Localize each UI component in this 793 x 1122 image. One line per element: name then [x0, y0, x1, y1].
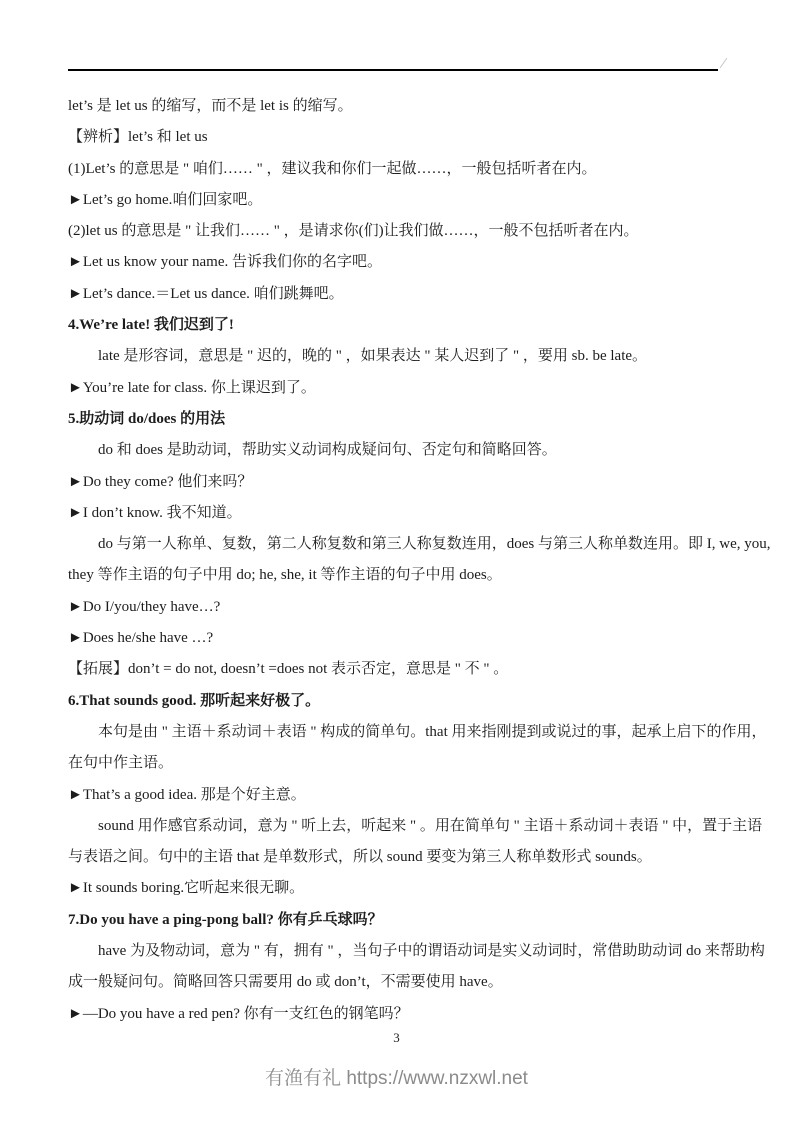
text-line: ►Does he/she have …? [68, 630, 214, 647]
text-line: ►That’s a good idea. 那是个好主意。 [68, 786, 306, 803]
page-number: 3 [393, 1030, 400, 1045]
header-rule [68, 69, 718, 71]
text-line: 【辨析】let’s 和 let us [68, 129, 208, 146]
text-line: 4.We’re late! 我们迟到了! [68, 317, 234, 334]
corner-artifact [720, 58, 728, 68]
footer-watermark: 有渔有礼 https://www.nzxwl.net [265, 1068, 528, 1089]
text-line: do 与第一人称单、复数，第二人称复数和第三人称复数连用，does 与第三人称单数连用。即 I, we, you, [98, 536, 771, 553]
text-line: 本句是由 " 主语＋系动词＋表语 " 构成的简单句。that 用来指刚提到或说过的事，起承上启下的作用， [98, 723, 767, 740]
text-line: ►Do I/you/they have…? [68, 598, 221, 615]
text-line: ►You’re late for class. 你上课迟到了。 [68, 379, 316, 396]
text-line: ►It sounds boring.它听起来很无聊。 [68, 880, 305, 897]
text-line: 6.That sounds good. 那听起来好极了。 [68, 692, 321, 709]
text-line: 5.助动词 do/does 的用法 [68, 410, 226, 427]
text-line: 7.Do you have a ping-pong ball? 你有乒乓球吗？ [68, 911, 383, 928]
text-line: 在句中作主语。 [68, 755, 174, 772]
document-body [68, 91, 771, 1030]
text-line: 【拓展】don’t = do not, doesn’t =does not 表示否定，意思是 " 不 " 。 [68, 661, 509, 678]
text-line: do 和 does 是助动词，帮助实义动词构成疑问句、否定句和简略回答。 [98, 442, 557, 459]
text-line: (2)let us 的意思是 " 让我们…… " ，是请求你(们)让我们做……，一般不包括听者在内。 [68, 223, 639, 240]
text-line: 与表语之间。句中的主语 that 是单数形式，所以 sound 要变为第三人称单数形式 sounds。 [68, 849, 652, 866]
text-line: late 是形容词，意思是 " 迟的，晚的 " ，如果表达 " 某人迟到了 " ，要用 sb. be late。 [98, 348, 648, 365]
text-line: ►—Do you have a red pen? 你有一支红色的钢笔吗？ [68, 1005, 409, 1022]
text-line: ►Let us know your name. 告诉我们你的名字吧。 [68, 254, 382, 271]
text-line: (1)Let’s 的意思是 " 咱们…… " ，建议我和你们一起做……，一般包括听者在内。 [68, 160, 597, 177]
text-line: have 为及物动词，意为 " 有，拥有 " ，当句子中的谓语动词是实义动词时，常借助助动词 do 来帮助构 [98, 943, 765, 960]
text-line: sound 用作感官系动词，意为 " 听上去，听起来 " 。用在简单句 " 主语＋系动词＋表语 " 中，置于主语 [98, 817, 763, 834]
text-line: ►Let’s go home.咱们回家吧。 [68, 191, 263, 208]
text-line: let’s 是 let us 的缩写，而不是 let is 的缩写。 [68, 98, 353, 114]
text-line: ►I don’t know. 我不知道。 [68, 504, 242, 521]
text-line: ►Do they come? 他们来吗？ [68, 473, 253, 490]
text-line: ►Let’s dance.＝Let us dance. 咱们跳舞吧。 [68, 285, 344, 302]
text-line: 成一般疑问句。简略回答只需要用 do 或 don’t，不需要使用 have。 [68, 974, 503, 991]
text-line: they 等作主语的句子中用 do; he, she, it 等作主语的句子中用 does。 [68, 567, 502, 584]
